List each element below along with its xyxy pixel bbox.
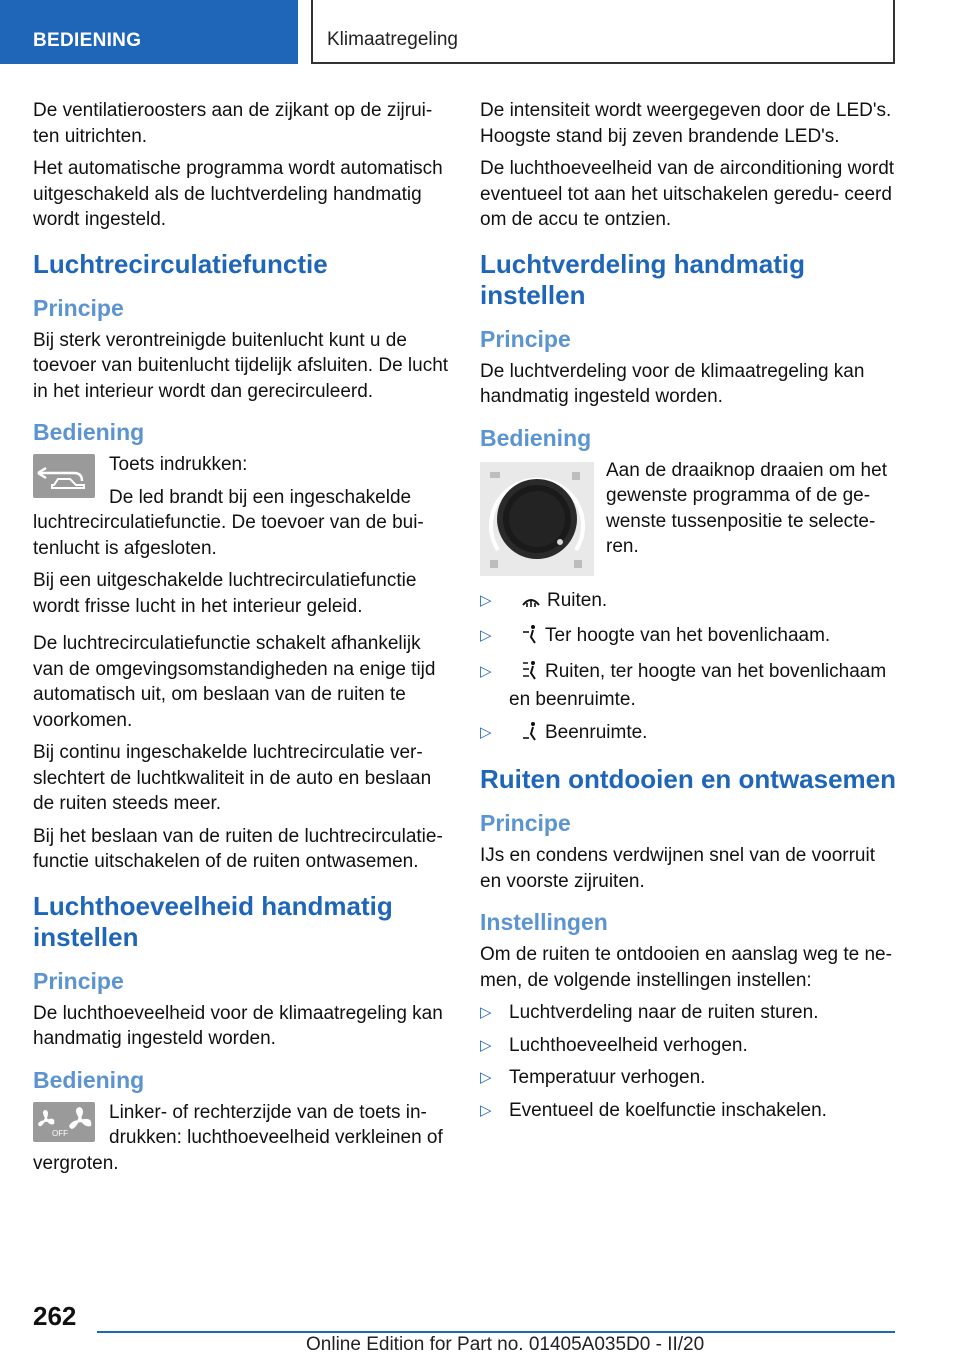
intensity-text: De intensiteit wordt weergegeven door de LED's. Hoogste stand bij zeven brandende LED's. [480, 100, 892, 147]
recirc-title: Luchtrecirculatiefunctie [33, 248, 328, 279]
recirc-principe-text: Bij sterk verontreinigde buitenlucht kunt u de toevoer van buitenlucht tijdelijk afsluiten. De lucht in het interieur wordt dan gerecirculeerd. [33, 329, 449, 402]
list-item-text: Ruiten. [547, 589, 608, 611]
recirc-fogging-text: Bij het beslaan van de ruiten de luchtrecirculatie- functie uitschakelen of de ruiten ontwasemen. [33, 825, 443, 872]
recirc-bediening-heading: Bediening [33, 419, 145, 445]
intro-paragraph-1: De ventilatieroosters aan de zijkant op de zijrui- ten uitrichten. [33, 100, 433, 147]
triangle-bullet-icon: ▷ [480, 1036, 492, 1054]
list-item [480, 1000, 900, 1026]
defrost-principe-heading: Principe [480, 810, 571, 836]
triangle-bullet-icon: ▷ [480, 1101, 492, 1119]
list-item [480, 623, 900, 652]
triangle-bullet-icon: ▷ [480, 1069, 492, 1086]
recirc-principe-heading: Principe [33, 294, 124, 321]
airflow-principe-heading: Principe [33, 967, 124, 994]
distribution-title: Luchtverdeling handmatig instellen [480, 248, 806, 310]
list-item-text: Eventueel de koelfunctie inschakelen. [509, 1099, 827, 1121]
distribution-bediening-heading: Bediening [480, 424, 592, 451]
intro-paragraph-2: Het automatische programma wordt automatisch uitgeschakeld als de luchtverdeling handmatig wordt ingesteld. [33, 158, 443, 230]
knob-text: Aan de draaiknop draaien om het gewenste programma of de ge- wenste tussenpositie te selecte- ren. [606, 459, 887, 557]
airflow-bediening-heading: Bediening [33, 1066, 145, 1093]
fan-off-label: OFF [52, 1128, 68, 1138]
list-item [480, 588, 900, 617]
list-item [480, 659, 900, 713]
windshield-icon [521, 591, 541, 617]
airflow-upper-body-icon [521, 624, 539, 652]
airflow-title: Luchthoeveelheid handmatig instellen [33, 890, 393, 952]
battery-text: De luchthoeveelheid van de airconditioning wordt eventueel tot aan het uitschakelen geredu- ceerd om de accu te ontzien. [480, 158, 895, 230]
list-item-text: Temperatuur verhogen. [509, 1067, 706, 1088]
right-column [480, 98, 900, 1130]
recirc-led-text: De led brandt bij een ingeschakelde luchtrecirculatiefunctie. De toevoer van de bui- tenlucht is afgesloten. [33, 486, 424, 559]
defrost-instellingen-text: Om de ruiten te ontdooien en aanslag weg te ne- men, de volgende instellingen instellen: [480, 944, 892, 991]
recirc-press-text: Toets indrukken: [109, 454, 248, 475]
list-item-text: Beenruimte. [545, 721, 648, 743]
recirculation-icon [33, 454, 95, 498]
airflow-principe-text: De luchthoeveelheid voor de klimaatregeling kan handmatig ingesteld worden. [33, 1002, 443, 1049]
defrost-list [480, 1000, 900, 1123]
distribution-principe-text: De luchtverdeling voor de klimaatregeling kan handmatig ingesteld worden. [480, 360, 865, 407]
left-column [33, 98, 453, 1183]
section-tab: BEDIENING [0, 0, 298, 64]
list-item [480, 720, 900, 749]
triangle-bullet-icon: ▷ [480, 591, 492, 609]
list-item [480, 1065, 900, 1091]
list-item-text: Ter hoogte van het bovenlichaam. [545, 625, 831, 646]
airflow-bediening-text: Linker- of rechterzijde van de toets in- drukken: luchthoeveelheid verkleinen of vergroten. [33, 1101, 443, 1174]
defrost-title: Ruiten ontdooien en ontwasemen [480, 764, 897, 794]
list-item-text: Luchthoeveelheid verhogen. [509, 1034, 748, 1056]
chapter-title: Klimaatregeling [311, 0, 895, 64]
recirc-continuous-text: Bij continu ingeschakelde luchtrecirculatie ver- slechtert de luchtkwaliteit in de auto en beslaan de ruiten steeds meer. [33, 742, 432, 814]
page-number: 262 [33, 1301, 77, 1331]
defrost-instellingen-heading: Instellingen [480, 909, 608, 935]
triangle-bullet-icon: ▷ [480, 627, 492, 644]
distribution-principe-heading: Principe [480, 325, 571, 352]
fan-button-icon [33, 1102, 95, 1142]
footer-edition: Online Edition for Part no. 01405A035D0 - II/20 [306, 1334, 705, 1355]
recirc-fresh-text: Bij een uitgeschakelde luchtrecirculatiefunctie wordt frisse lucht in het interieur geleid. [33, 570, 417, 617]
distribution-list [480, 588, 900, 749]
airflow-footwell-icon [521, 721, 539, 749]
defrost-principe-text: IJs en condens verdwijnen snel van de voorruit en voorste zijruiten. [480, 845, 876, 892]
list-item-text: Luchtverdeling naar de ruiten sturen. [509, 1002, 819, 1023]
list-item-text: Ruiten, ter hoogte van het bovenlichaam en beenruimte. [509, 660, 887, 710]
recirc-auto-off-text: De luchtrecirculatiefunctie schakelt afhankelijk van de omgevingsomstandigheden na enige tijd automatisch uit, om beslaan van de ruiten te voorkomen. [33, 633, 436, 731]
triangle-bullet-icon: ▷ [480, 1004, 492, 1021]
footer-divider [97, 1331, 895, 1333]
rotary-knob-icon [480, 462, 594, 576]
list-item [480, 1098, 900, 1124]
triangle-bullet-icon: ▷ [480, 662, 492, 680]
triangle-bullet-icon: ▷ [480, 723, 492, 741]
list-item [480, 1033, 900, 1059]
airflow-windshield-upper-icon [521, 660, 539, 688]
